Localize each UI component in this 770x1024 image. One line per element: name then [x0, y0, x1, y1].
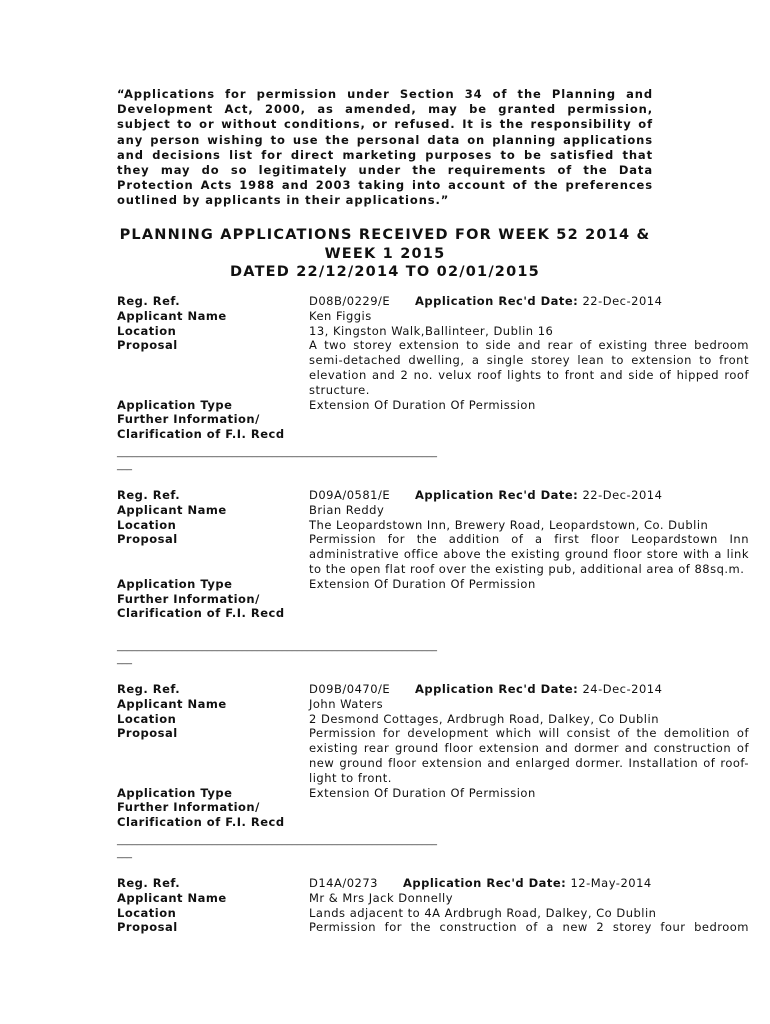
proposal-label: Proposal — [117, 726, 178, 741]
record-separator: ________________________________________________________________ ___ — [117, 835, 437, 859]
application-type-value: Extension Of Duration Of Permission — [309, 397, 536, 412]
location-value: 2 Desmond Cottages, Ardbrugh Road, Dalkey, Co Dublin — [309, 711, 659, 726]
reg-ref-label: Reg. Ref. — [117, 682, 181, 696]
applicant-name-value: Ken Figgis — [309, 308, 372, 323]
record-separator: ________________________________________________________________ ___ — [117, 447, 437, 471]
applicant-name-label: Applicant Name — [117, 890, 227, 905]
application-type-label: Application Type — [117, 785, 233, 800]
reg-ref-label: Reg. Ref. — [117, 294, 181, 308]
recd-date-value: 22-Dec-2014 — [582, 488, 663, 502]
further-information-label: Further Information/ — [117, 591, 260, 606]
recd-date-label: Application Rec'd Date: — [415, 682, 579, 696]
applicant-name-value: Brian Reddy — [309, 502, 385, 517]
applicant-name-label: Applicant Name — [117, 502, 227, 517]
application-type-value: Extension Of Duration Of Permission — [309, 785, 536, 800]
location-value: Lands adjacent to 4A Ardbrugh Road, Dalkey, Co Dublin — [309, 905, 657, 920]
application-record — [117, 876, 757, 935]
proposal-label: Proposal — [117, 532, 178, 547]
reg-ref-label: Reg. Ref. — [117, 876, 181, 890]
recd-date-label: Application Rec'd Date: — [415, 488, 579, 502]
applicant-name-value: Mr & Mrs Jack Donnelly — [309, 890, 454, 905]
location-value: 13, Kingston Walk,Ballinteer, Dublin 16 — [309, 323, 554, 338]
clarification-label: Clarification of F.I. Recd — [117, 815, 285, 830]
application-type-value: Extension Of Duration Of Permission — [309, 576, 536, 591]
reg-ref-value: D09A/0581/E — [309, 488, 391, 502]
proposal-value: A two storey extension to side and rear of existing three bedroom semi-detached dwelling, a single storey lean to extension to front elevation and 2 no. velux roof lights to front and side of hipped roof structure. — [309, 338, 749, 397]
disclaimer-paragraph: “Applications for permission under Section 34 of the Planning and Development Act, 2000, as amended, may be granted permission, subject to or without conditions, or refused. It is the responsibility of any person wishing to use the personal data on planning applications and decisions list for direct marketing purposes to be satisfied that they may do so legitimately under the requirements of the Data Protection Acts 1988 and 2003 taking into account of the preferences outlined by applicants in their applications.” — [117, 87, 653, 208]
recd-date-label: Application Rec'd Date: — [415, 294, 579, 308]
clarification-label: Clarification of F.I. Recd — [117, 427, 285, 442]
proposal-value: Permission for development which will consist of the demolition of existing rear ground floor extension and dormer and construction of new ground floor extension and enlarged dormer. Installation of roof-light to front. — [309, 726, 749, 785]
record-separator: ________________________________________________________________ ___ — [117, 641, 437, 665]
page-title — [100, 226, 670, 282]
reg-ref-label: Reg. Ref. — [117, 488, 181, 502]
application-type-label: Application Type — [117, 576, 233, 591]
proposal-label: Proposal — [117, 338, 178, 353]
recd-date-value: 12-May-2014 — [570, 876, 652, 890]
applicant-name-value: John Waters — [309, 696, 384, 711]
applicant-name-label: Applicant Name — [117, 696, 227, 711]
further-information-label: Further Information/ — [117, 412, 260, 427]
location-value: The Leopardstown Inn, Brewery Road, Leopardstown, Co. Dublin — [309, 517, 709, 532]
recd-date-value: 24-Dec-2014 — [582, 682, 663, 696]
further-information-label: Further Information/ — [117, 800, 260, 815]
applicant-name-label: Applicant Name — [117, 308, 227, 323]
clarification-label: Clarification of F.I. Recd — [117, 606, 285, 621]
reg-ref-value: D09B/0470/E — [309, 682, 391, 696]
proposal-label: Proposal — [117, 920, 178, 935]
recd-date-label: Application Rec'd Date: — [403, 876, 567, 890]
location-label: Location — [117, 905, 177, 920]
title-line-1: PLANNING APPLICATIONS RECEIVED FOR WEEK 52 2014 & — [119, 227, 651, 243]
location-label: Location — [117, 323, 177, 338]
application-record — [117, 294, 757, 442]
title-line-3: DATED 22/12/2014 TO 02/01/2015 — [230, 264, 540, 280]
application-type-label: Application Type — [117, 397, 233, 412]
reg-ref-value: D08B/0229/E — [309, 294, 391, 308]
proposal-value: Permission for the construction of a new 2 storey four bedroom — [309, 920, 749, 935]
location-label: Location — [117, 517, 177, 532]
application-record — [117, 682, 757, 830]
title-line-2: WEEK 1 2015 — [324, 245, 446, 262]
proposal-value: Permission for the addition of a first floor Leopardstown Inn administrative office above the existing ground floor store with a link to the open flat roof over the existing pub, additional area of 88sq.m. — [309, 532, 749, 576]
location-label: Location — [117, 711, 177, 726]
recd-date-value: 22-Dec-2014 — [582, 294, 663, 308]
application-record — [117, 488, 757, 621]
reg-ref-value: D14A/0273 — [309, 876, 378, 890]
